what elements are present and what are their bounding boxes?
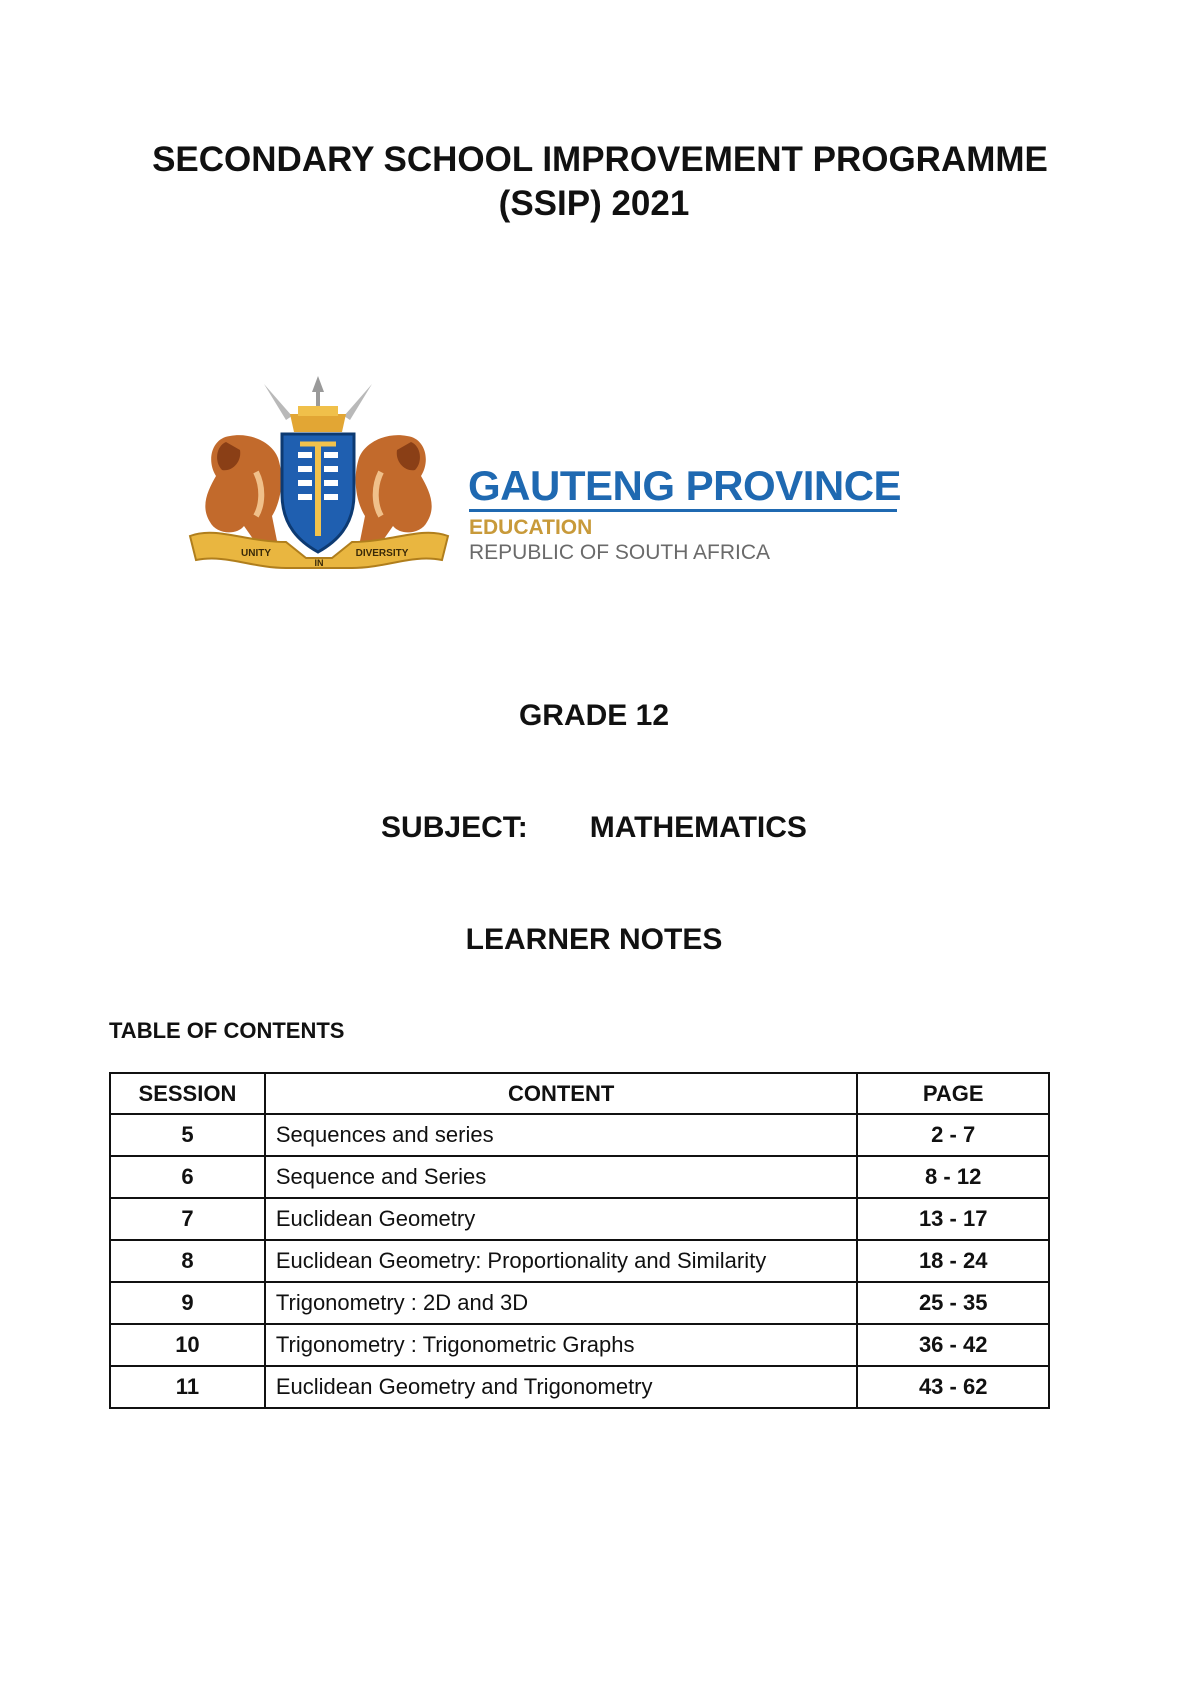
document-type-heading: LEARNER NOTES [465, 923, 723, 956]
table-of-contents [109, 1072, 1050, 1409]
page-range: 18 - 24 [857, 1240, 1049, 1282]
table-row [110, 1324, 1049, 1366]
coat-of-arms-icon [186, 376, 451, 576]
page-range: 13 - 17 [857, 1198, 1049, 1240]
country-name: REPUBLIC OF SOUTH AFRICA [469, 541, 771, 564]
grade-heading: GRADE 12 [518, 699, 670, 732]
session-content: Trigonometry : Trigonometric Graphs [265, 1324, 858, 1366]
department-name: EDUCATION [469, 516, 593, 539]
gauteng-education-logo [186, 376, 906, 576]
province-name: GAUTENG PROVINCE [468, 462, 902, 509]
province-divider [469, 509, 897, 512]
column-header-page: PAGE [857, 1073, 1049, 1114]
session-content: Sequences and series [265, 1114, 858, 1156]
toc-header-row [110, 1073, 1049, 1114]
document-title-line1: SECONDARY SCHOOL IMPROVEMENT PROGRAMME [152, 140, 1048, 179]
motto-in: IN [314, 558, 324, 568]
page-range: 25 - 35 [857, 1282, 1049, 1324]
table-row [110, 1198, 1049, 1240]
table-row [110, 1240, 1049, 1282]
session-number: 7 [110, 1198, 265, 1240]
column-header-session: SESSION [110, 1073, 265, 1114]
session-content: Euclidean Geometry: Proportionality and Similarity [265, 1240, 858, 1282]
session-number: 5 [110, 1114, 265, 1156]
motto-diversity: DIVERSITY [355, 548, 409, 559]
document-title-line2: (SSIP) 2021 [498, 184, 690, 223]
table-row [110, 1156, 1049, 1198]
page-range: 2 - 7 [857, 1114, 1049, 1156]
toc-title: TABLE OF CONTENTS [109, 1018, 345, 1043]
session-number: 8 [110, 1240, 265, 1282]
table-row [110, 1366, 1049, 1408]
session-number: 6 [110, 1156, 265, 1198]
column-header-content: CONTENT [265, 1073, 858, 1114]
subject-value: MATHEMATICS [589, 811, 807, 844]
session-content: Trigonometry : 2D and 3D [265, 1282, 858, 1324]
table-row [110, 1114, 1049, 1156]
session-number: 9 [110, 1282, 265, 1324]
page-range: 43 - 62 [857, 1366, 1049, 1408]
session-content: Euclidean Geometry and Trigonometry [265, 1366, 858, 1408]
table-row [110, 1282, 1049, 1324]
session-content: Euclidean Geometry [265, 1198, 858, 1240]
subject-label: SUBJECT: [381, 811, 528, 844]
motto-unity: UNITY [241, 548, 271, 559]
page-range: 8 - 12 [857, 1156, 1049, 1198]
session-number: 10 [110, 1324, 265, 1366]
subject-heading [0, 810, 1188, 846]
page-range: 36 - 42 [857, 1324, 1049, 1366]
session-content: Sequence and Series [265, 1156, 858, 1198]
session-number: 11 [110, 1366, 265, 1408]
